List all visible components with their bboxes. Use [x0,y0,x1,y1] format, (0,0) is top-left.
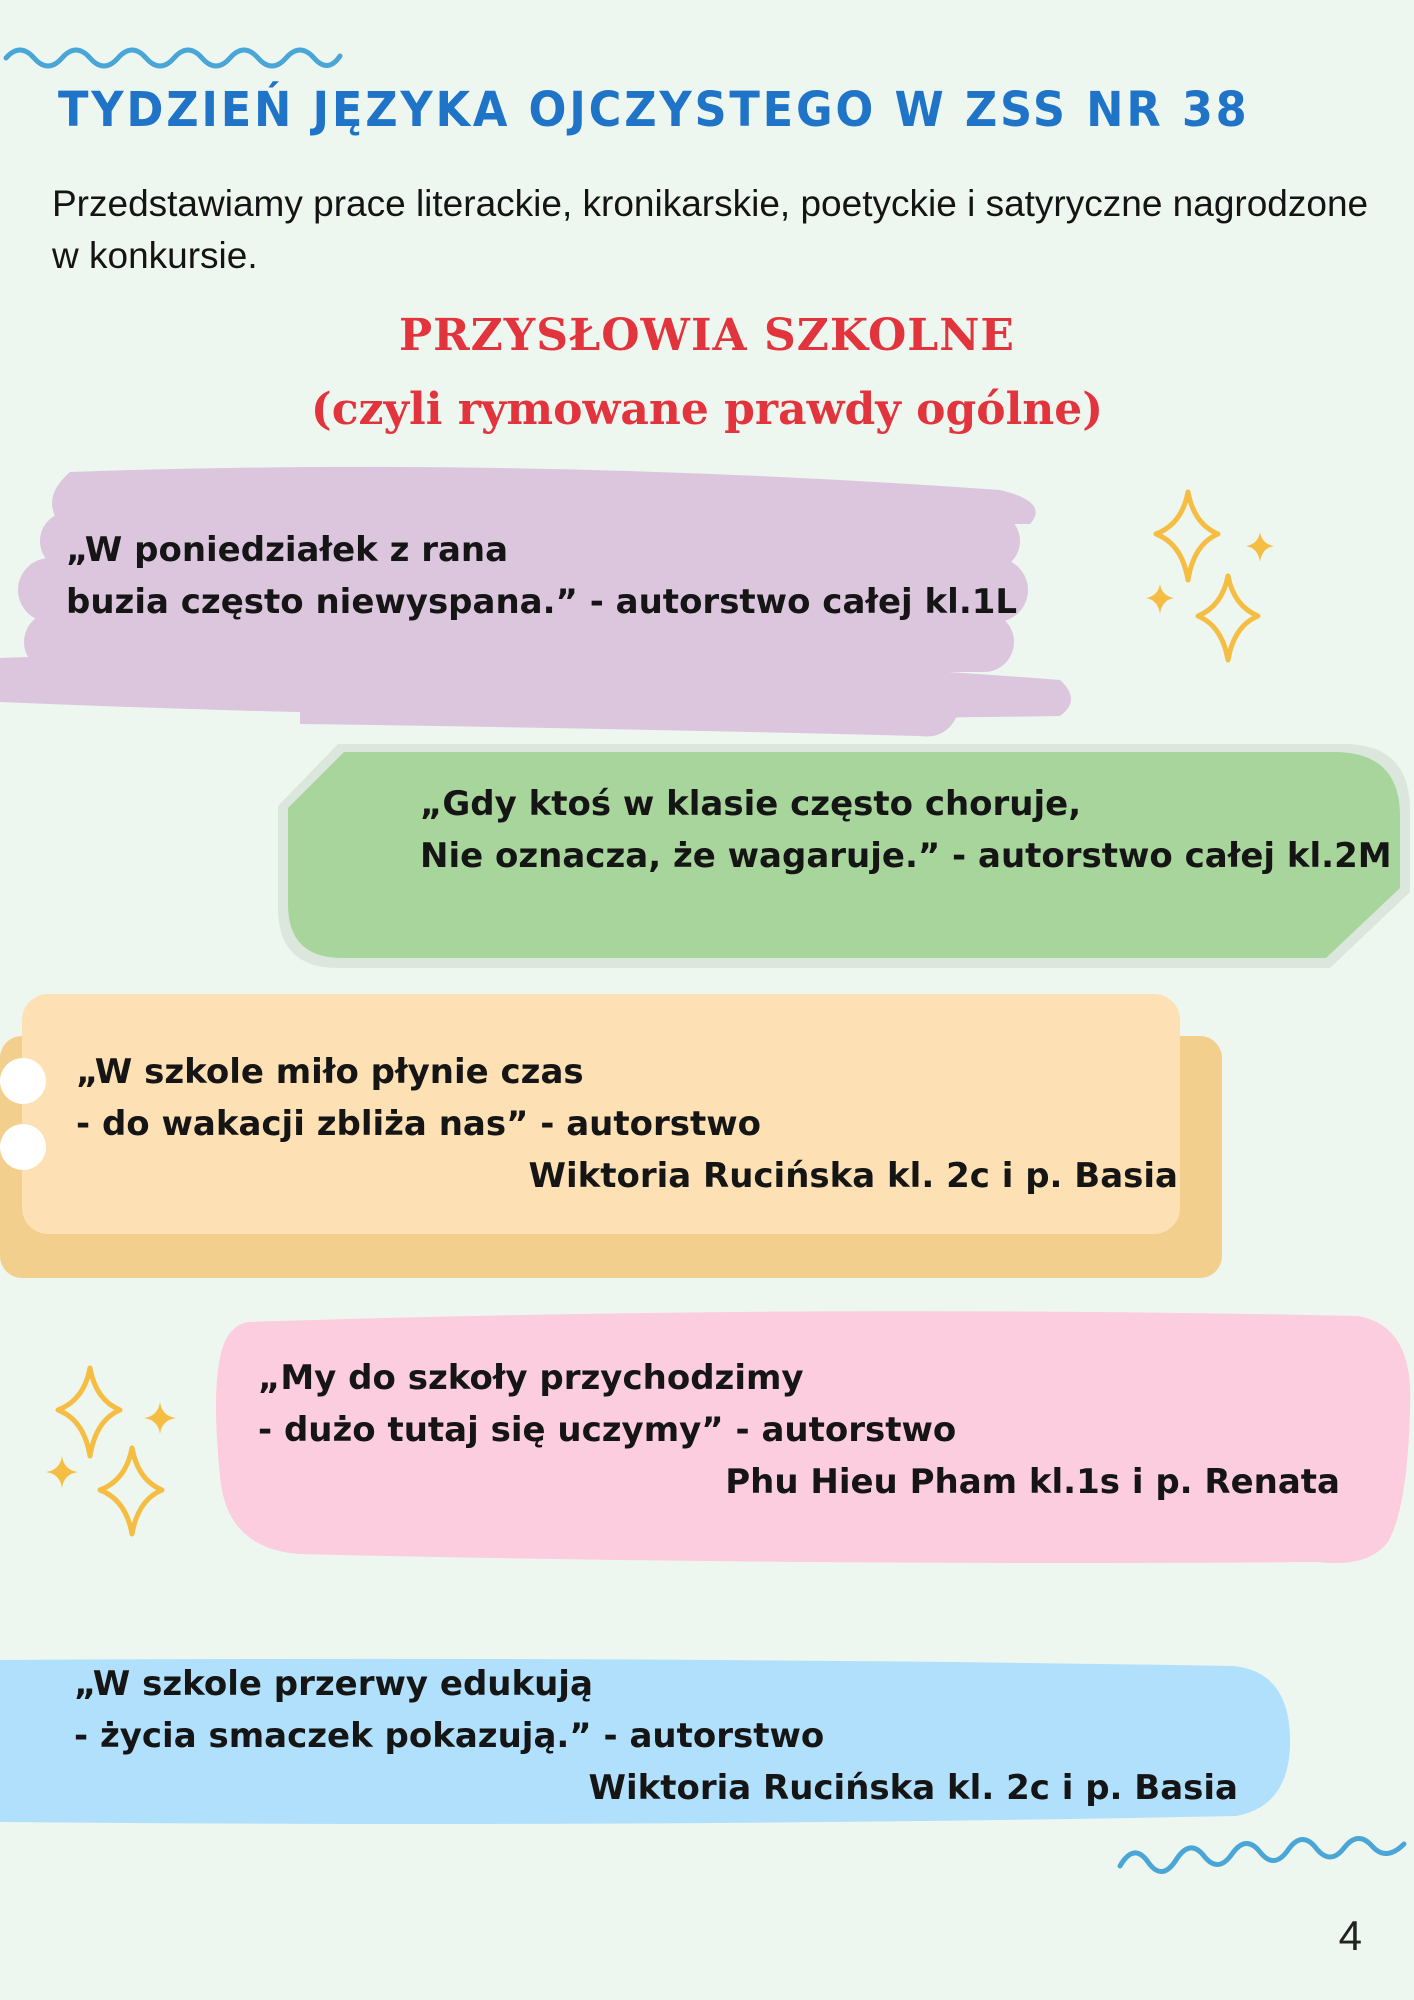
proverb-4 [258,1352,1340,1508]
section-subheading: (czyli rymowane prawdy ogólne) [310,384,1104,435]
proverb-3-line-1: „W szkole miło płynie czas [76,1052,584,1092]
wave-decoration-bottom [1110,1832,1410,1882]
proverb-4-line-2: - dużo tutaj się uczymy” - autorstwo [258,1410,957,1450]
sparkle-icon-group-top [1138,488,1278,668]
proverb-3-author: Wiktoria Rucińska kl. 2c i p. Basia [528,1156,1178,1196]
proverb-4-author: Phu Hieu Pham kl.1s i p. Renata [725,1462,1340,1502]
page-title: TYDZIEŃ JĘZYKA OJCZYSTEGO W ZSS NR 38 [58,82,1250,138]
proverb-2-line-2: Nie oznacza, że wagaruje.” - autorstwo całej kl.2M [420,836,1392,876]
proverb-2 [420,778,1392,882]
intro-text: Przedstawiamy prace literackie, kronikarskie, poetyckie i satyryczne nagrodzone w konkursie. [52,183,1369,276]
proverb-5 [74,1658,1238,1814]
sparkle-icon-group-left [42,1362,182,1542]
proverb-3 [76,1046,1178,1202]
wave-decoration-top [0,36,350,76]
proverb-5-author: Wiktoria Rucińska kl. 2c i p. Basia [588,1768,1238,1808]
proverb-1 [66,524,1017,628]
proverb-5-line-1: „W szkole przerwy edukują [74,1664,593,1704]
proverb-2-line-1: „Gdy ktoś w klasie często choruje, [420,784,1082,824]
proverb-1-line-1: „W poniedziałek z rana [66,530,509,570]
page-number: 4 [1338,1912,1362,1959]
proverb-5-line-2: - życia smaczek pokazują.” - autorstwo [74,1716,825,1756]
binder-hole [0,1058,46,1104]
section-heading: PRZYSŁOWIA SZKOLNE [399,310,1015,361]
binder-hole [0,1124,46,1170]
proverb-1-line-2: buzia często niewyspana.” - autorstwo całej kl.1L [66,582,1018,622]
proverb-4-line-1: „My do szkoły przychodzimy [258,1358,804,1398]
proverb-3-line-2: - do wakacji zbliża nas” - autorstwo [76,1104,761,1144]
